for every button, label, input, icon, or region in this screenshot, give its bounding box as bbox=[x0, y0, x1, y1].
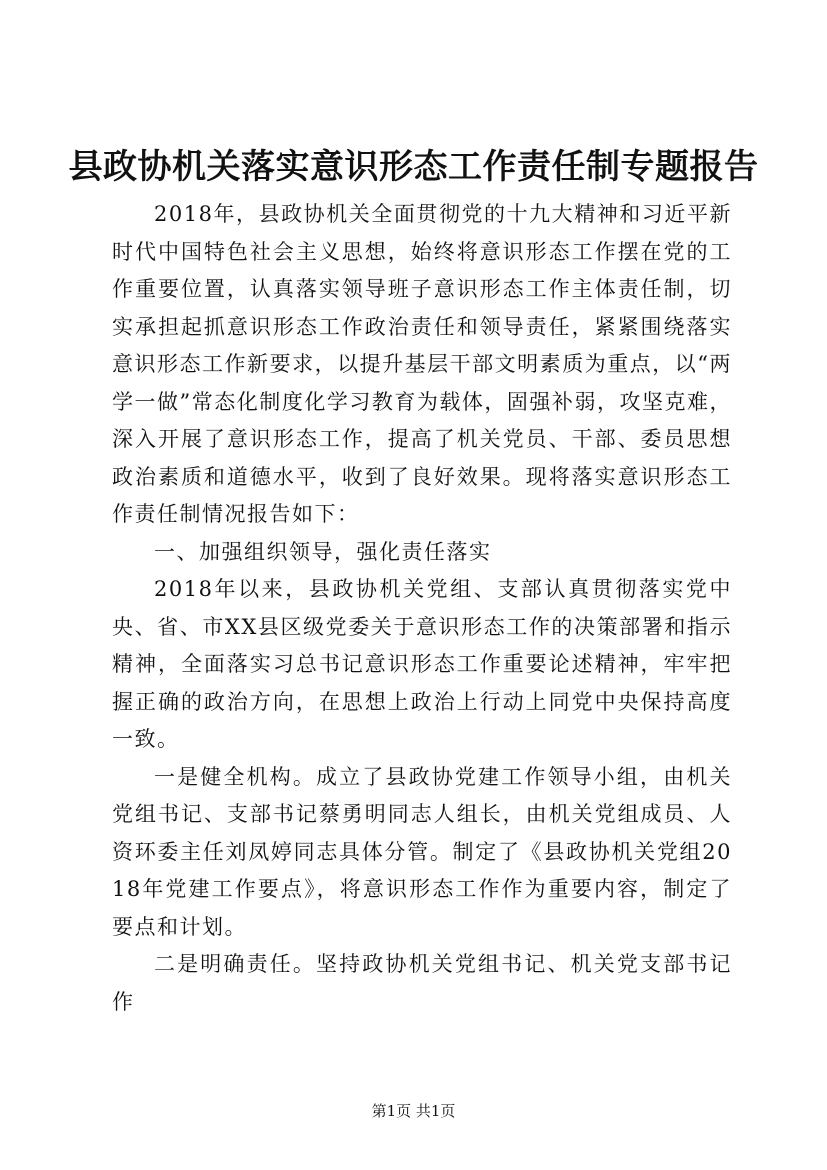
paragraph-point-1: 一是健全机构。成立了县政协党建工作领导小组，由机关党组书记、支部书记蔡勇明同志人组长，由机关党组成员、人资环委主任刘凤婷同志具体分管。制定了《县政协机关党组2018年党建工作要点》，将意识形态工作作为重要内容，制定了要点和计划。 bbox=[112, 764, 732, 939]
paragraph-intro: 2018年，县政协机关全面贯彻党的十九大精神和习近平新时代中国特色社会主义思想，始终将意识形态工作摆在党的工作重要位置，认真落实领导班子意识形态工作主体责任制，切实承担起抓意识形态工作政治责任和领导责任，紧紧围绕落实意识形态工作新要求，以提升基层干部文明素质为重点，以“两学一做”常态化制度化学习教育为载体，固强补弱，攻坚克难，深入开展了意识形态工作，提高了机关党员、干部、委员思想政治素质和道德水平，收到了良好效果。现将落实意识形态工作责任制情况报告如下： bbox=[112, 202, 732, 526]
page-number-footer: 第1页 共1页 bbox=[371, 1102, 456, 1120]
document-body bbox=[112, 196, 732, 1021]
paragraph-section1-body: 2018年以来，县政协机关党组、支部认真贯彻落实党中央、省、市XX县区级党委关于意识形态工作的决策部署和指示精神，全面落实习总书记意识形态工作重要论述精神，牢牢把握正确的政治方向，在思想上政治上行动上同党中央保持高度一致。 bbox=[112, 577, 732, 751]
paragraph-point-2: 二是明确责任。坚持政协机关党组书记、机关党支部书记作 bbox=[112, 952, 732, 1014]
section-heading-1: 一、加强组织领导，强化责任落实 bbox=[154, 539, 492, 564]
document-title: 县政协机关落实意识形态工作责任制专题报告 bbox=[68, 147, 759, 187]
